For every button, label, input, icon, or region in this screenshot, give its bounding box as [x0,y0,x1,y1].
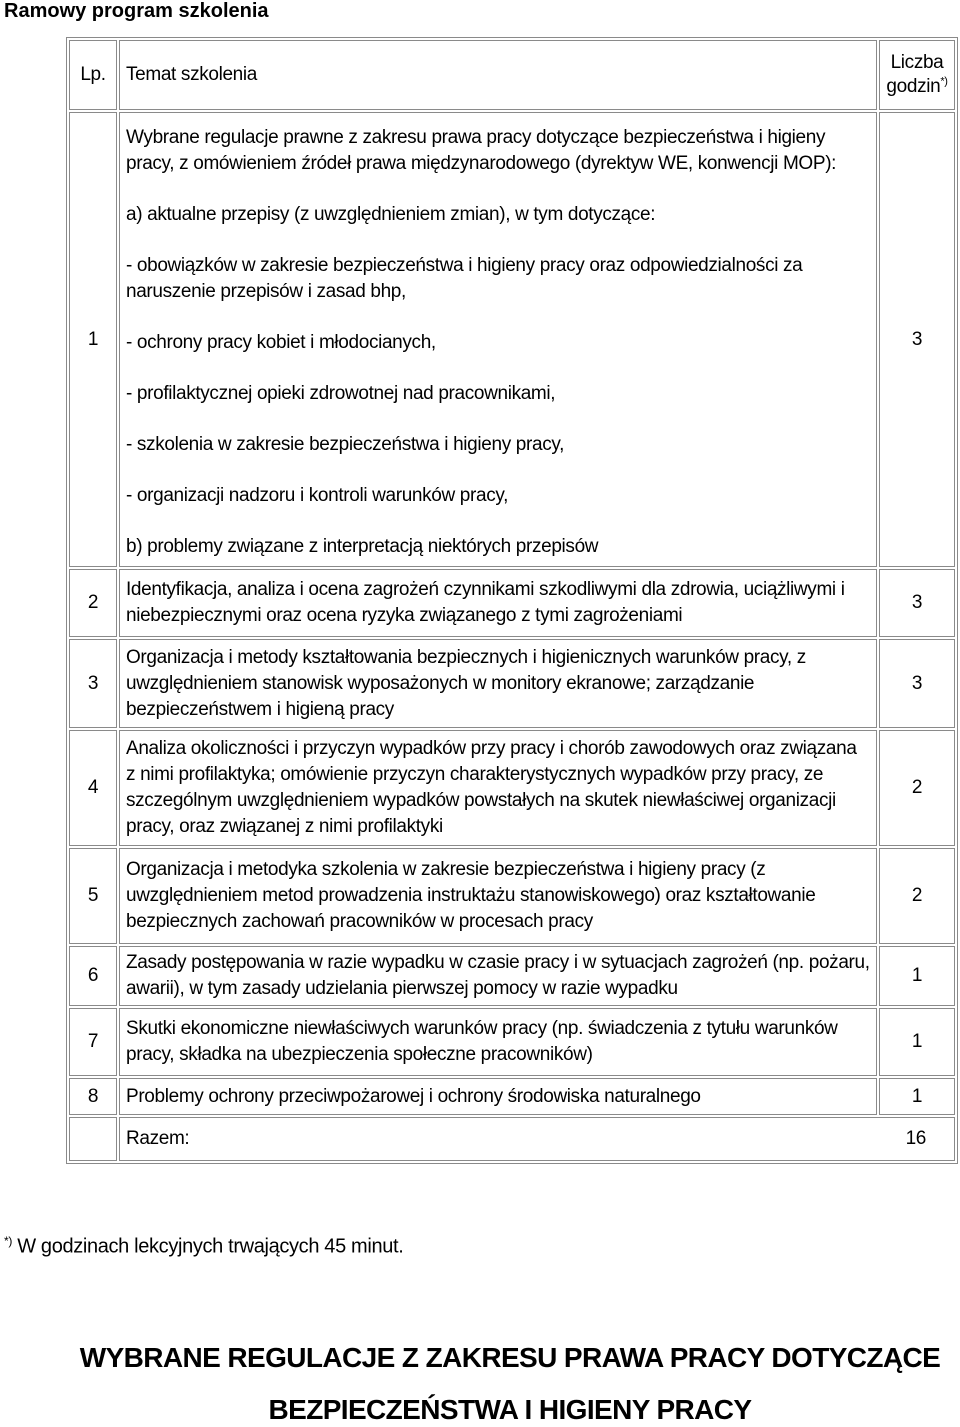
header-hours [879,40,955,110]
row-hours: 2 [879,848,955,944]
topic-paragraph: - organizacji nadzoru i kontroli warunków pracy, [126,485,509,506]
row-hours: 1 [879,1078,955,1115]
total-row [69,1117,955,1161]
row-number: 3 [69,639,117,728]
total-cell [119,1117,955,1161]
topic-paragraph: - obowiązków w zakresie bezpieczeństwa i higieny pracy oraz odpowiedzialności za naruszenie przepisów i zasad bhp, [126,255,803,302]
row-topic: Skutki ekonomiczne niewłaściwych warunków pracy (np. świadczenia z tytułu warunków pracy, składka na ubezpieczenia społeczne pracowników) [119,1008,877,1076]
table-row [69,730,955,846]
footnote [4,1234,403,1259]
table-row [69,639,955,728]
row-hours: 3 [879,112,955,567]
table-row [69,848,955,944]
row-hours: 3 [879,569,955,637]
header-hours-footnote-mark: *) [940,75,948,88]
row-number: 5 [69,848,117,944]
topic-paragraph: b) problemy związane z interpretacją niektórych przepisów [126,536,599,557]
section-heading-line1: WYBRANE REGULACJE Z ZAKRESU PRAWA PRACY DOTYCZĄCE [79,1342,941,1373]
row-number: 1 [69,112,117,567]
training-program-table [66,37,958,1164]
row-hours: 2 [879,730,955,846]
total-row-empty-cell [69,1117,117,1161]
topic-paragraph: a) aktualne przepisy (z uwzględnieniem zmian), w tym dotyczące: [126,204,656,225]
row-number: 4 [69,730,117,846]
section-heading-line2: BEZPIECZEŃSTWA I HIGIENY PRACY [268,1394,752,1425]
row-topic: Problemy ochrony przeciwpożarowej i ochrony środowiska naturalnego [119,1078,877,1115]
table-row [69,569,955,637]
header-hours-line1: Liczba [890,52,944,73]
table-header-row [69,40,955,110]
row-topic: Identyfikacja, analiza i ocena zagrożeń czynnikami szkodliwymi dla zdrowia, uciążliwymi i niebezpiecznymi oraz ocena ryzyka związanego z tymi zagrożeniami [119,569,877,637]
header-topic: Temat szkolenia [119,40,877,110]
table-row [69,112,955,567]
topic-paragraph: - ochrony pracy kobiet i młodocianych, [126,332,436,353]
row-number: 2 [69,569,117,637]
header-lp: Lp. [69,40,117,110]
footnote-text: W godzinach lekcyjnych trwających 45 minut. [17,1235,404,1258]
total-value: 16 [905,1128,926,1149]
row-number: 7 [69,1008,117,1076]
row-topic: Analiza okoliczności i przyczyn wypadków przy pracy i chorób zawodowych oraz związana z nimi profilaktyka; omówienie przyczyn charakterystycznych wypadków przy pracy, ze szczególnym uwzględnieniem wypadków powstałych na skutek niewłaściwej organizacji pracy, oraz związanej z nimi profilaktyki [119,730,877,846]
page-title: Ramowy program szkolenia [4,0,269,22]
row-topic: Organizacja i metodyka szkolenia w zakresie bezpieczeństwa i higieny pracy (z uwzględnieniem metod prowadzenia instruktażu stanowiskowego) oraz kształtowanie bezpiecznych zachowań pracowników w procesach pracy [119,848,877,944]
topic-paragraph: - szkolenia w zakresie bezpieczeństwa i higieny pracy, [126,434,565,455]
row-topic: Organizacja i metody kształtowania bezpiecznych i higienicznych warunków pracy, z uwzględnieniem stanowisk wyposażonych w monitory ekranowe; zarządzanie bezpieczeństwem i higieną pracy [119,639,877,728]
row-topic: Zasady postępowania w razie wypadku w czasie pracy i w sytuacjach zagrożeń (np. pożaru, awarii), w tym zasady udzielania pierwszej pomocy w razie wypadku [119,946,877,1006]
row-number: 6 [69,946,117,1006]
total-label: Razem: [126,1128,190,1149]
table-row [69,1078,955,1115]
topic-paragraph: Wybrane regulacje prawne z zakresu prawa pracy dotyczące bezpieczeństwa i higieny pracy, z omówieniem źródeł prawa międzynarodowego (dyrektyw WE, konwencji MOP): [126,127,837,174]
header-hours-line2: godzin [886,76,941,97]
row-number: 8 [69,1078,117,1115]
row-hours: 1 [879,946,955,1006]
table-row [69,1008,955,1076]
footnote-mark: *) [4,1234,12,1248]
row-topic [119,112,877,567]
row-hours: 1 [879,1008,955,1076]
topic-paragraph: - profilaktycznej opieki zdrowotnej nad pracownikami, [126,383,556,404]
row-hours: 3 [879,639,955,728]
table-row [69,946,955,1006]
